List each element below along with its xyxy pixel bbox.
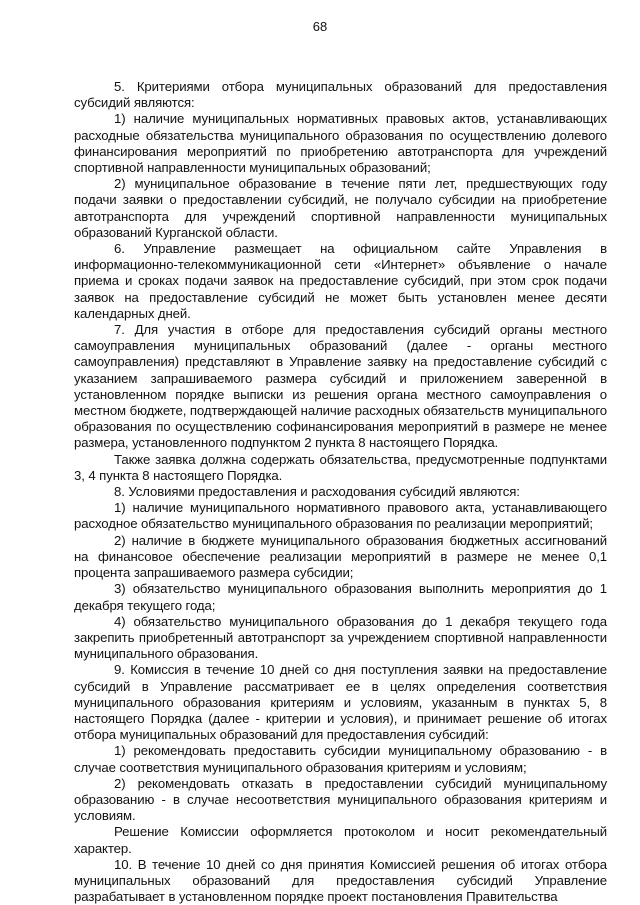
paragraph-7-continuation: Также заявка должна содержать обязательства, предусмотренные подпунктами 3, 4 пункта 8 настоящего Порядка.	[74, 451, 607, 483]
paragraph-8-conditions-intro: 8. Условиями предоставления и расходования субсидий являются:	[114, 484, 520, 500]
paragraph-6: 6. Управление размещает на официальном сайте Управления в информационно-телекоммуникационной сети «Интернет» объявление о начале приема и сроках подачи заявок на предоставление субсидий, при этом срок подачи заявок на предоставление субсидий не может быть установлен менее десяти календарных дней.	[74, 241, 607, 321]
paragraph-8-item-3: 3) обязательство муниципального образования выполнить мероприятия до 1 декабря текущего года;	[74, 581, 607, 613]
paragraph-9-item-2: 2) рекомендовать отказать в предоставлении субсидий муниципальному образованию - в случае несоответствия муниципального образования критериям и условиям.	[74, 775, 607, 824]
paragraph-8-item-2: 2) наличие в бюджете муниципального образования бюджетных ассигнований на финансовое обеспечение реализации мероприятий в размере не менее 0,1 процента запрашиваемого размера субсидии;	[74, 532, 607, 581]
paragraph-9-decision: Решение Комиссии оформляется протоколом и носит рекомендательный характер.	[74, 824, 607, 856]
paragraph-9-item-1: 1) рекомендовать предоставить субсидии муниципальному образованию - в случае соответствия муниципального образования критериям и условиям;	[74, 743, 607, 775]
paragraph-5-item-2: 2) муниципальное образование в течение пяти лет, предшествующих году подачи заявки о предоставлении субсидий, не получало субсидии на приобретение автотранспорта для учреждений спортивной направленности муниципальных образований Курганской области.	[74, 176, 607, 240]
page-number: 68	[312, 19, 328, 34]
paragraph-8-item-1: 1) наличие муниципального нормативного правового акта, устанавливающего расходное обязательство муниципального образования по реализации мероприятий;	[74, 500, 607, 532]
paragraph-5-item-1: 1) наличие муниципальных нормативных правовых актов, устанавливающих расходные обязательства муниципального образования по осуществлению долевого финансирования мероприятий по приобретению автотранспорта для учреждений спортивной направленности муниципальных образований;	[74, 111, 607, 176]
paragraph-8-item-4: 4) обязательство муниципального образования до 1 декабря текущего года закрепить приобретенный автотранспорт за учреждением спортивной направленности муниципального образования.	[74, 613, 607, 662]
paragraph-10: 10. В течение 10 дней со дня принятия Комиссией решения об итогах отбора муниципальных образований для предоставления субсидий Управление разрабатывает в установленном порядке проект постановления Правительства	[74, 856, 607, 905]
paragraph-5-criteria-intro: 5. Критериями отбора муниципальных образований для предоставления субсидий являются:	[74, 79, 607, 111]
paragraph-9: 9. Комиссия в течение 10 дней со дня поступления заявки на предоставление субсидий в Управление рассматривает ее в целях определения соответствия муниципального образования критериям и условиям, указанным в пунктах 5, 8 настоящего Порядка (далее - критерии и условия), и принимает решение об итогах отбора муниципальных образований для предоставления субсидий:	[74, 662, 607, 743]
document-body	[74, 79, 607, 905]
paragraph-7: 7. Для участия в отборе для предоставления субсидий органы местного самоуправления муниципальных образований (далее - органы местного самоуправления) представляют в Управление заявку на предоставление субсидий с указанием запрашиваемого размера субсидий и приложением заверенной в установленном порядке выписки из решения органа местного самоуправления о местном бюджете, подтверждающей наличие расходных обязательств муниципального образования по осуществлению софинансирования мероприятий в размере не менее размера, установленного подпунктом 2 пункта 8 настоящего Порядка.	[74, 322, 607, 451]
